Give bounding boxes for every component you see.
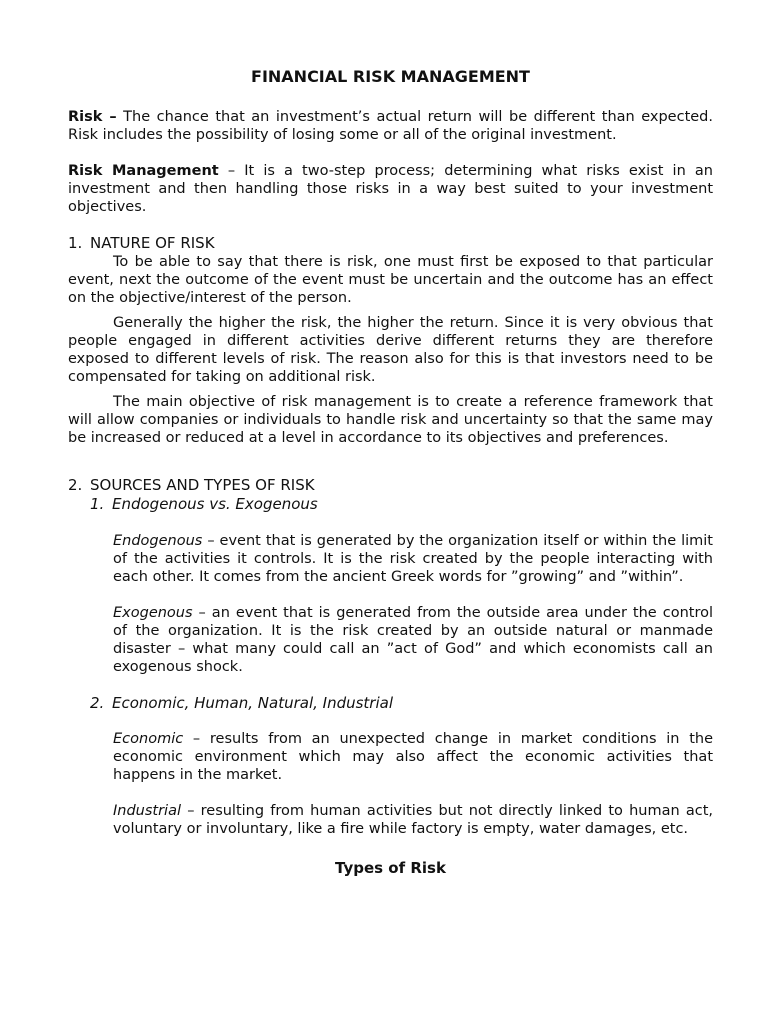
industrial-definition-text: – resulting from human activities but not directly linked to human act, voluntary or involuntary, like a fire while factory is empty, water damages, etc. — [113, 803, 713, 837]
endogenous-definition-text: – event that is generated by the organization itself or within the limit of the activities it controls. It is the risk created by the people interacting with each other. It comes from the ancient Greek words for ”growing” and ”within”. — [113, 533, 713, 585]
paragraph: The main objective of risk management is to create a reference framework that will allow companies or individuals to handle risk and uncertainty so that the same may be increased or reduced at a level in accordance to its objectives and preferences. — [68, 394, 713, 446]
document-title: FINANCIAL RISK MANAGEMENT — [251, 67, 530, 86]
section-title: SOURCES AND TYPES OF RISK — [90, 476, 315, 494]
subsection-title: Economic, Human, Natural, Industrial — [112, 694, 393, 712]
endogenous-definition — [113, 532, 713, 586]
types-of-risk-heading: Types of Risk — [335, 859, 446, 877]
subsection-heading-economic-human-natural-industrial — [90, 694, 713, 713]
risk-management-definition — [68, 162, 713, 216]
paragraph: To be able to say that there is risk, one must first be exposed to that particular event, next the outcome of the event must be uncertain and the outcome has an effect on the objective/interest of the person. — [68, 254, 713, 306]
subsection-number: 1. — [90, 495, 105, 513]
section-heading-nature-of-risk — [68, 234, 713, 253]
risk-management-definition-text: – It is a two-step process; determining what risks exist in an investment and then handling those risks in a way best suited to your investment objectives. — [68, 163, 713, 215]
risk-term: Risk – — [68, 109, 117, 125]
exogenous-definition — [113, 604, 713, 676]
exogenous-definition-text: – an event that is generated from the outside area under the control of the organization. It is the risk created by an outside natural or manmade disaster – what many could call an ”act of God” and which economists call an exogenous shock. — [113, 605, 713, 675]
section-number: 2. — [68, 476, 83, 494]
economic-definition-text: – results from an unexpected change in market conditions in the economic environment which may also affect the economic activities that happens in the market. — [113, 731, 713, 783]
section-heading-sources-and-types — [68, 476, 713, 495]
exogenous-term: Exogenous — [113, 605, 193, 621]
subsection-title: Endogenous vs. Exogenous — [112, 495, 318, 513]
paragraph: Generally the higher the risk, the higher the return. Since it is very obvious that people engaged in different activities derive different returns they are therefore exposed to different levels of risk. The reason also for this is that investors need to be compensated for taking on additional risk. — [68, 315, 713, 385]
risk-definition — [68, 108, 713, 144]
endogenous-term: Endogenous — [113, 533, 203, 549]
section-title: NATURE OF RISK — [90, 234, 215, 252]
section-number: 1. — [68, 234, 83, 252]
industrial-term: Industrial — [113, 803, 182, 819]
document-body — [68, 68, 713, 877]
risk-definition-text: The chance that an investment’s actual return will be different than expected. Risk includes the possibility of losing some or all of the original investment. — [68, 109, 713, 143]
economic-definition — [113, 730, 713, 784]
subsection-number: 2. — [90, 694, 105, 712]
economic-term: Economic — [113, 731, 184, 747]
subsection-heading-endogenous-exogenous — [90, 495, 713, 514]
risk-management-term: Risk Management — [68, 163, 219, 179]
industrial-definition — [113, 802, 713, 838]
